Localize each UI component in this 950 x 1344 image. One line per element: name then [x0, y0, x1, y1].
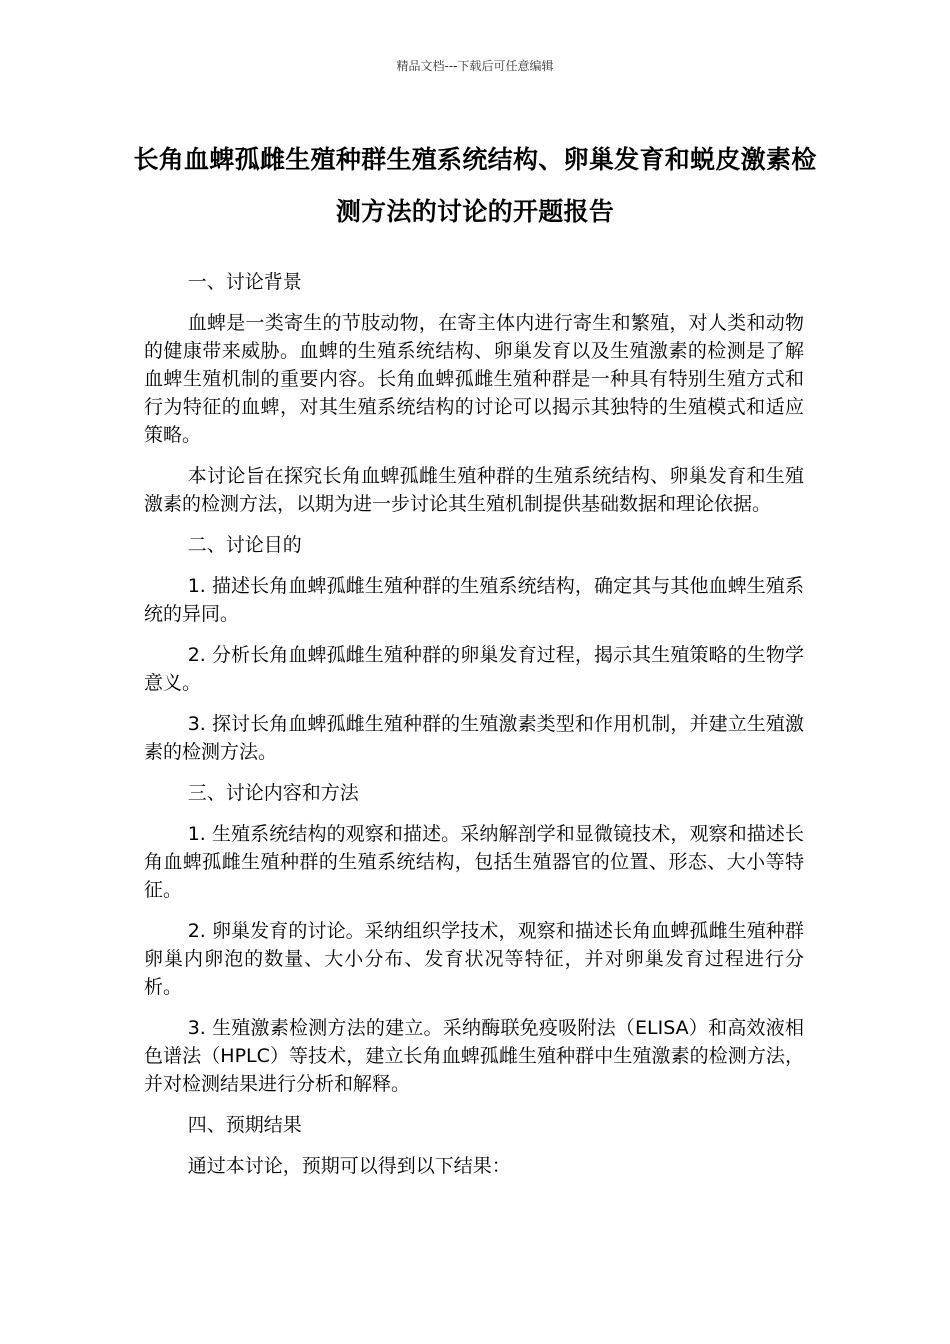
header-watermark: 精品文档---下载后可任意编辑	[396, 59, 554, 73]
section-heading-objectives: 二、讨论目的	[187, 534, 302, 556]
section-heading-background: 一、讨论背景	[187, 271, 302, 293]
document-body	[144, 268, 804, 1193]
method-item-3: 3. 生殖激素检测方法的建立。采纳酶联免疫吸附法（ELISA）和高效液相色谱法（HPLC）等技术，建立长角血蜱孤雌生殖种群中生殖激素的检测方法，并对检测结果进行分析和解释。	[144, 1017, 804, 1095]
objective-item-2: 2. 分析长角血蜱孤雌生殖种群的卵巢发育过程，揭示其生殖策略的生物学意义。	[144, 644, 804, 694]
paragraph-background-2: 本讨论旨在探究长角血蜱孤雌生殖种群的生殖系统结构、卵巢发育和生殖激素的检测方法，以期为进一步讨论其生殖机制提供基础数据和理论依据。	[144, 465, 804, 515]
document-title: 长角血蜱孤雌生殖种群生殖系统结构、卵巢发育和蜕皮激素检测方法的讨论的开题报告	[133, 145, 817, 226]
objective-item-3: 3. 探讨长角血蜱孤雌生殖种群的生殖激素类型和作用机制，并建立生殖激素的检测方法。	[144, 713, 804, 763]
method-item-2: 2. 卵巢发育的讨论。采纳组织学技术，观察和描述长角血蜱孤雌生殖种群卵巢内卵泡的数量、大小分布、发育状况等特征，并对卵巢发育过程进行分析。	[144, 920, 804, 998]
paragraph-background-1: 血蜱是一类寄生的节肢动物，在寄主体内进行寄生和繁殖，对人类和动物的健康带来威胁。血蜱的生殖系统结构、卵巢发育以及生殖激素的检测是了解血蜱生殖机制的重要内容。长角血蜱孤雌生殖种群是一种具有特别生殖方式和行为特征的血蜱，对其生殖系统结构的讨论可以揭示其独特的生殖模式和适应策略。	[144, 312, 804, 446]
objective-item-1: 1. 描述长角血蜱孤雌生殖种群的生殖系统结构，确定其与其他血蜱生殖系统的异同。	[144, 575, 804, 625]
paragraph-expected-results: 通过本讨论，预期可以得到以下结果：	[187, 1155, 511, 1177]
section-heading-expected-results: 四、预期结果	[187, 1114, 302, 1136]
method-item-1: 1. 生殖系统结构的观察和描述。采纳解剖学和显微镜技术，观察和描述长角血蜱孤雌生殖种群的生殖系统结构，包括生殖器官的位置、形态、大小等特征。	[144, 823, 804, 901]
section-heading-methods: 三、讨论内容和方法	[187, 782, 359, 804]
